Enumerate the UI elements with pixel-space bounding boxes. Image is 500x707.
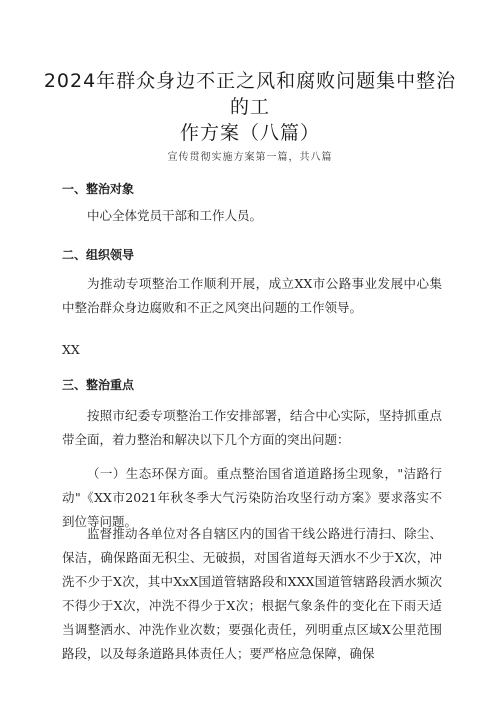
- title-line-2: 作方案（八篇）: [179, 122, 320, 144]
- section-note-leadership: XX: [62, 342, 80, 357]
- section-text-targets: 中心全体党员干部和工作人员。: [87, 208, 263, 223]
- section-heading-focus: 三、整治重点: [62, 378, 135, 392]
- document-title: [40, 68, 460, 146]
- focus-item-ecology: （一）生态环保方面。重点整治国省道道路扬尘现象，"洁路行动"《XX市2021年秋冬季大气污染防治攻坚行动方案》要求落实不到位等问题。: [62, 466, 442, 529]
- document-subtitle: 宣传贯彻实施方案第一篇，共八篇: [167, 152, 333, 163]
- section-heading-leadership: 二、组织领导: [62, 248, 135, 262]
- section-text-leadership: 为推动专项整治工作顺利开展，成立XX市公路事业发展中心集中整治群众身边腐败和不正之风突出问题的工作领导。: [62, 276, 442, 315]
- section-intro-focus: 按照市纪委专项整治工作安排部署，结合中心实际，坚持抓重点带全面，着力整治和解决以下几个方面的突出问题：: [62, 408, 442, 447]
- title-line-1: 2024年群众身边不正之风和腐败问题集中整治的工: [43, 70, 457, 118]
- section-heading-targets: 一、整治对象: [62, 182, 135, 196]
- focus-item-ecology-detail: 监督推动各单位对各自辖区内的国省干线公路进行清扫、除尘、保洁，确保路面无积尘、无破损，对国省道每天洒水不少于X次，冲洗不少于X次，其中XxX国道管辖路段和XXX国道管辖路段洒水频次不得少于X次，冲洗不得少于X次；根据气象条件的变化在下雨天适当调整洒水、冲洗作业次数；要强化责任，列明重点区域X公里范围路段，以及每条道路具体责任人；要严格应急保障，确保: [62, 526, 442, 661]
